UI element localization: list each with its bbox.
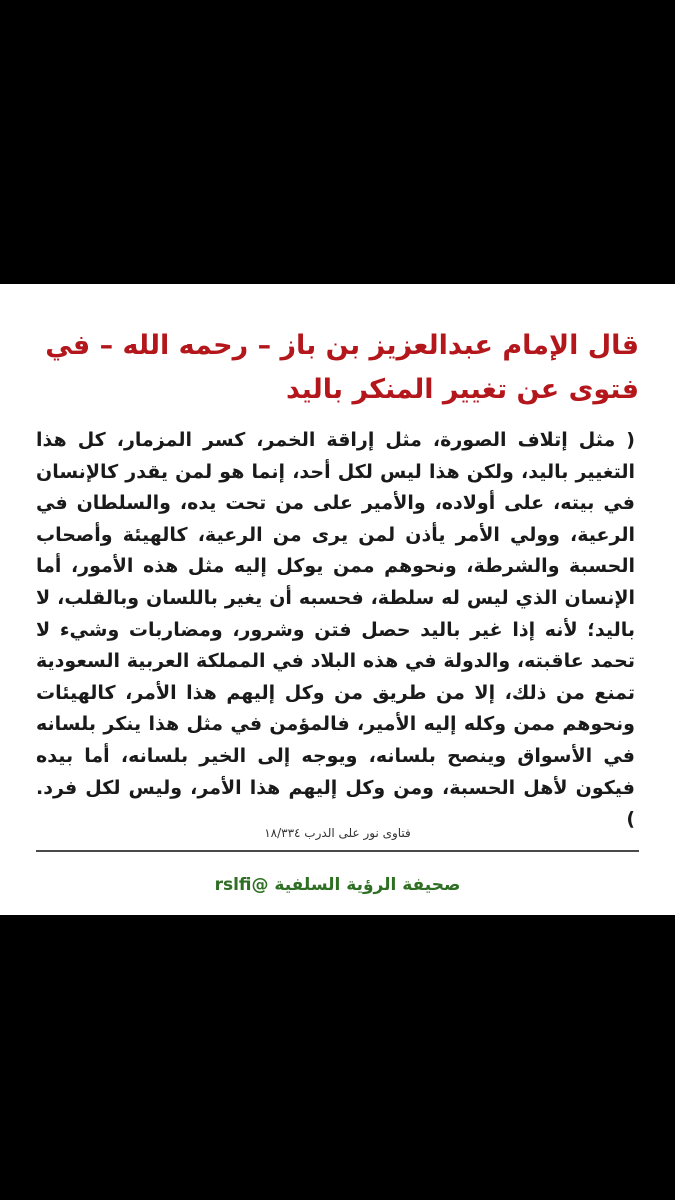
- source-citation: فتاوى نور على الدرب ١٨/٣٣٤: [264, 826, 411, 840]
- footer-credit: صحيفة الرؤية السلفية @rslfi: [214, 875, 461, 895]
- fatwa-text: ( مثل إتلاف الصورة، مثل إراقة الخمر، كسر المزمار، كل هذا التغيير باليد، ولكن هذا ليس لكل أحد، إنما هو لمن يقدر كالإنسان في بيته، على أولاده، والأمير على من تحت يده، والسلطان في الرعية، وولي الأمر يأذن لمن يرى من الرعية، كالهيئة وأصحاب الحسبة والشرطة، ونحوهم ممن يوكل إليه مثل هذه الأمور، أما الإنسان الذي ليس له سلطة، فحسبه أن يغير باللسان وبالقلب، لا باليد؛ لأنه إذا غير باليد حصل فتن وشرور، ومضاربات وشيء لا تحمد عاقبته، والدولة في هذه البلاد في المملكة العربية السعودية تمنع من ذلك، إلا من طريق من وكل إليهم هذا الأمر، كالهيئات ونحوهم ممن وكله إليه الأمير، فالمؤمن في مثل هذا ينكر بلسانه في الأسواق وينصح بلسانه، ويوجه إلى الخير بلسانه، أما بيده فيكون لأهل الحسبة، ومن وكل إليهم هذا الأمر، وليس لكل فرد. ): [36, 429, 635, 831]
- article-title: قال الإمام عبدالعزيز بن باز – رحمه الله – في فتوى عن تغيير المنكر باليد: [45, 330, 639, 405]
- quote-card: [0, 284, 675, 915]
- divider: [36, 850, 639, 852]
